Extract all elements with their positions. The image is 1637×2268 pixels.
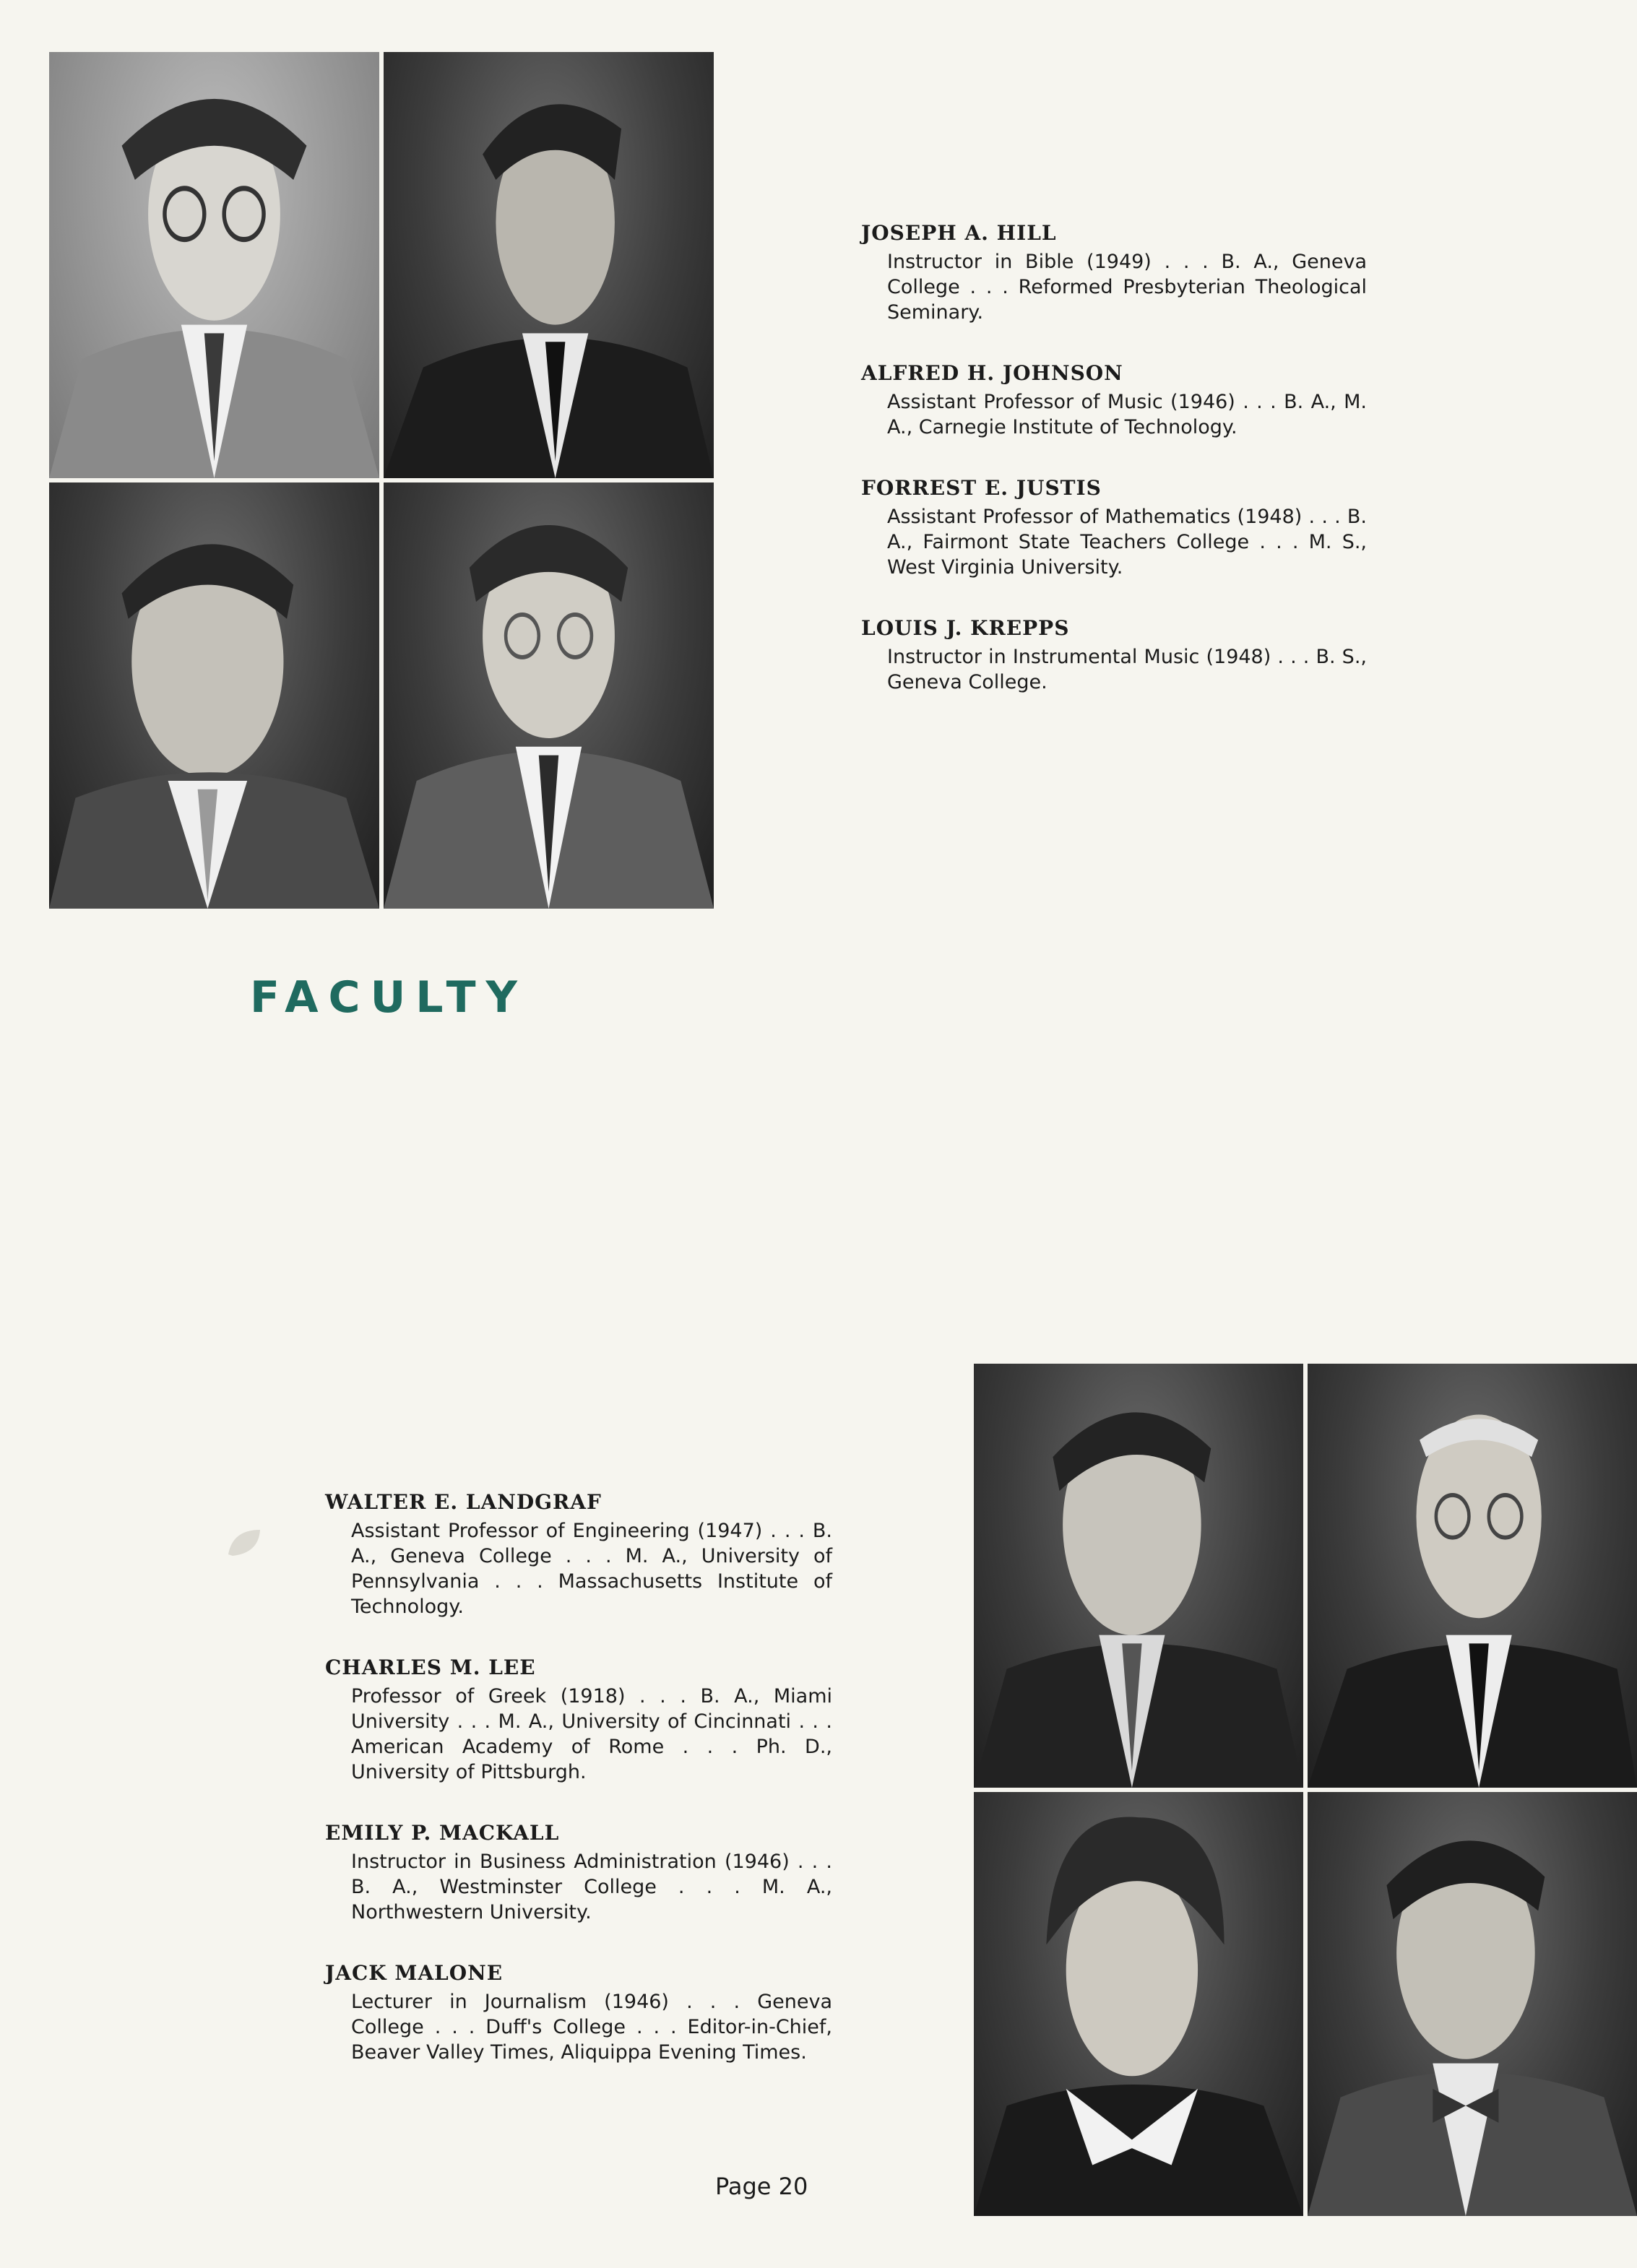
- faculty-bio: Instructor in Instrumental Music (1948) . . . B. S., Geneva College.: [887, 646, 1367, 693]
- faculty-name: ALFRED H. JOHNSON: [861, 361, 1123, 385]
- faculty-entry: [861, 476, 1367, 580]
- faculty-name: LOUIS J. KREPPS: [861, 616, 1070, 640]
- faculty-bio: Professor of Greek (1918) . . . B. A., Miami University . . . M. A., University of Cincinnati . . . American Academy of Rome . . . Ph. D., University of Pittsburgh.: [351, 1685, 832, 1783]
- top-bio-list: [861, 221, 1367, 731]
- portrait-photo: [49, 52, 379, 478]
- bottom-photo-grid: [974, 1364, 1637, 2216]
- faculty-bio: Lecturer in Journalism (1946) . . . Geneva College . . . Duff's College . . . Editor-in-Chief, Beaver Valley Times, Aliquippa Evening Times.: [351, 1991, 832, 2064]
- portrait-photo: [974, 1364, 1303, 1788]
- faculty-name: JACK MALONE: [325, 1961, 504, 1985]
- faculty-entry: [861, 361, 1367, 440]
- faculty-entry: [325, 1821, 832, 1925]
- bottom-bio-list: [325, 1490, 832, 2101]
- portrait-photo: [1308, 1364, 1637, 1788]
- faculty-name: FORREST E. JUSTIS: [861, 476, 1102, 500]
- faculty-entry: [861, 221, 1367, 325]
- faculty-name: CHARLES M. LEE: [325, 1655, 536, 1679]
- faculty-entry: [325, 1490, 832, 1619]
- faculty-name: EMILY P. MACKALL: [325, 1821, 560, 1845]
- faculty-bio: Instructor in Business Administration (1946) . . . B. A., Westminster College . . . M. A., Northwestern University.: [351, 1851, 832, 1923]
- faculty-bio: Assistant Professor of Engineering (1947) . . . B. A., Geneva College . . . M. A., University of Pennsylvania . . . Massachusetts Institute of Technology.: [351, 1520, 832, 1618]
- faculty-name: JOSEPH A. HILL: [861, 221, 1057, 245]
- faculty-bio: Instructor in Bible (1949) . . . B. A., Geneva College . . . Reformed Presbyterian Theological Seminary.: [887, 251, 1367, 324]
- page-number: Page 20: [715, 2173, 808, 2200]
- faculty-bio: Assistant Professor of Music (1946) . . . B. A., M. A., Carnegie Institute of Technology.: [887, 391, 1367, 438]
- faculty-entry: [325, 1655, 832, 1785]
- faculty-name: WALTER E. LANDGRAF: [325, 1490, 602, 1514]
- leaf-mark-icon: [225, 1525, 264, 1560]
- faculty-entry: [861, 616, 1367, 695]
- portrait-photo: [384, 482, 714, 909]
- top-photo-grid: [49, 52, 714, 909]
- faculty-entry: [325, 1961, 832, 2065]
- faculty-bio: Assistant Professor of Mathematics (1948) . . . B. A., Fairmont State Teachers College . . . M. S., West Virginia University.: [887, 506, 1367, 579]
- portrait-photo: [49, 482, 379, 909]
- portrait-photo: [974, 1792, 1303, 2216]
- section-title: FACULTY: [250, 972, 527, 1023]
- portrait-photo: [1308, 1792, 1637, 2216]
- portrait-photo: [384, 52, 714, 478]
